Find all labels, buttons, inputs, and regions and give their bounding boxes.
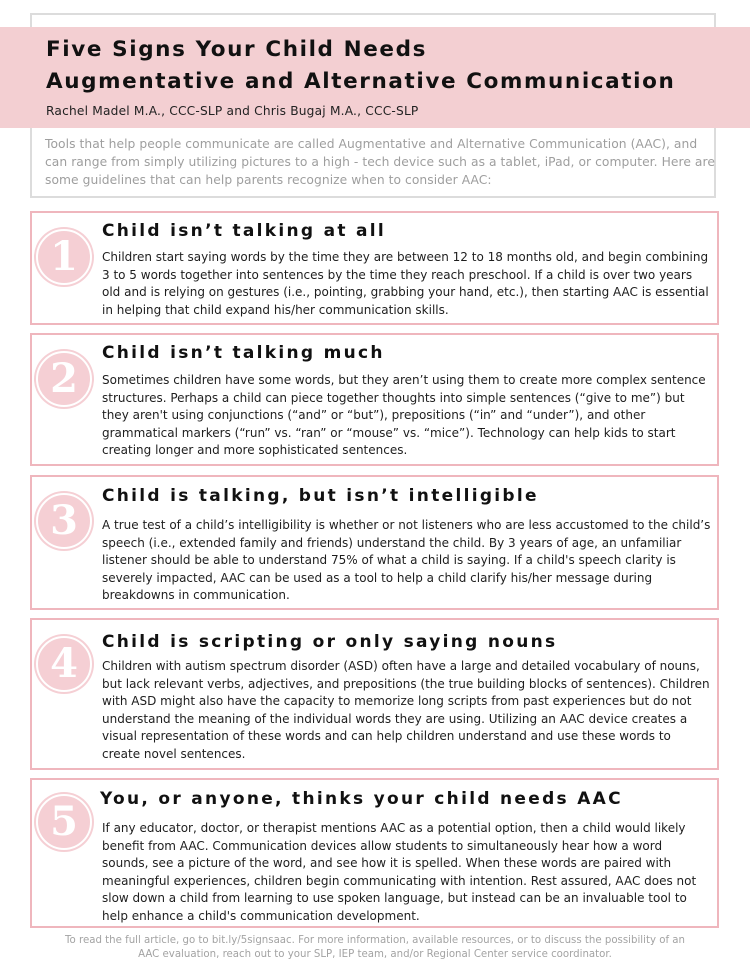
title-line-1: Five Signs Your Child Needs (46, 37, 427, 62)
sign-card-4 (30, 618, 719, 770)
sign-title-4: Child is scripting or only saying nouns (102, 632, 558, 652)
sign-card-5 (30, 778, 719, 928)
sign-body-2: Sometimes children have some words, but they aren’t using them to create more complex sentence structures. Perhaps a child can piece together thoughts into simple sentences (“give to me”) but they aren't using conjunctions (“and” or “but”), prepositions (“in” and “under”), and other grammatical markers (“run” vs. “ran” or “mouse” vs. “mice”). Technology can help kids to start creating longer and more sophisticated sentences. (102, 373, 706, 458)
authors: Rachel Madel M.A., CCC-SLP and Chris Bugaj M.A., CCC-SLP (46, 104, 419, 118)
sign-title-1: Child isn’t talking at all (102, 221, 387, 241)
title-line-2: Augmentative and Alternative Communication (46, 69, 676, 94)
sign-body-5: If any educator, doctor, or therapist mentions AAC as a potential option, then a child would likely benefit from AAC. Communication devices allow students to simultaneously hear how a word sounds, see a picture of the word, and see how it is spelled. When these words are paired with meaningful experiences, children begin communicating with intention. Rest assured, AAC does not slow down a child from learning to use spoken language, but instead can be an invaluable tool to help enhance a child's communication development. (102, 821, 697, 923)
page-title (46, 34, 675, 98)
sign-card-3 (30, 475, 719, 610)
sign-body-1: Children start saying words by the time they are between 12 to 18 months old, and begin combining 3 to 5 words together into sentences by the time they reach preschool. If a child is over two years old and is relying on gestures (i.e., pointing, grabbing your hand, etc.), then starting AAC is essential in helping that child expand his/her communication skills. (102, 250, 709, 317)
intro-text: Tools that help people communicate are called Augmentative and Alternative Communication (AAC), and can range from simply utilizing pictures to a high - tech device such as a tablet, iPad, or computer. Here are some guidelines that can help parents recognize when to consider AAC: (45, 137, 715, 187)
sign-body-4: Children with autism spectrum disorder (ASD) often have a large and detailed vocabulary of nouns, but lack relevant verbs, adjectives, and prepositions (the true building blocks of sentences). Children with ASD might also have the capacity to memorize long scripts from past experiences but do not understand the meaning of the individual words they are using. Utilizing an AAC device creates a visual representation of these words and can help children understand and use these words to create novel sentences. (102, 659, 710, 761)
number-badge-2: 2 (36, 351, 92, 407)
number-badge-1: 1 (36, 229, 92, 285)
sign-title-3: Child is talking, but isn’t intelligible (102, 486, 539, 506)
sign-title-2: Child isn’t talking much (102, 343, 385, 363)
footer-note: To read the full article, go to bit.ly/5signsaac. For more information, available resources, or to discuss the possibility of an AAC evaluation, reach out to your SLP, IEP team, and/or Regional Center service coordinator. (65, 935, 685, 960)
sign-card-1 (30, 211, 719, 325)
number-badge-3: 3 (36, 493, 92, 549)
sign-body-3: A true test of a child’s intelligibility is whether or not listeners who are less accustomed to the child’s speech (i.e., extended family and friends) understand the child. By 3 years of age, an unfamiliar listener should be able to understand 75% of what a child is saying. If a child's speech clarity is severely impacted, AAC can be used as a tool to help a child clarify his/her message during breakdowns in communication. (102, 518, 711, 603)
sign-card-2 (30, 333, 719, 466)
number-badge-5: 5 (36, 794, 92, 850)
sign-title-5: You, or anyone, thinks your child needs AAC (100, 789, 623, 809)
number-badge-4: 4 (36, 636, 92, 692)
